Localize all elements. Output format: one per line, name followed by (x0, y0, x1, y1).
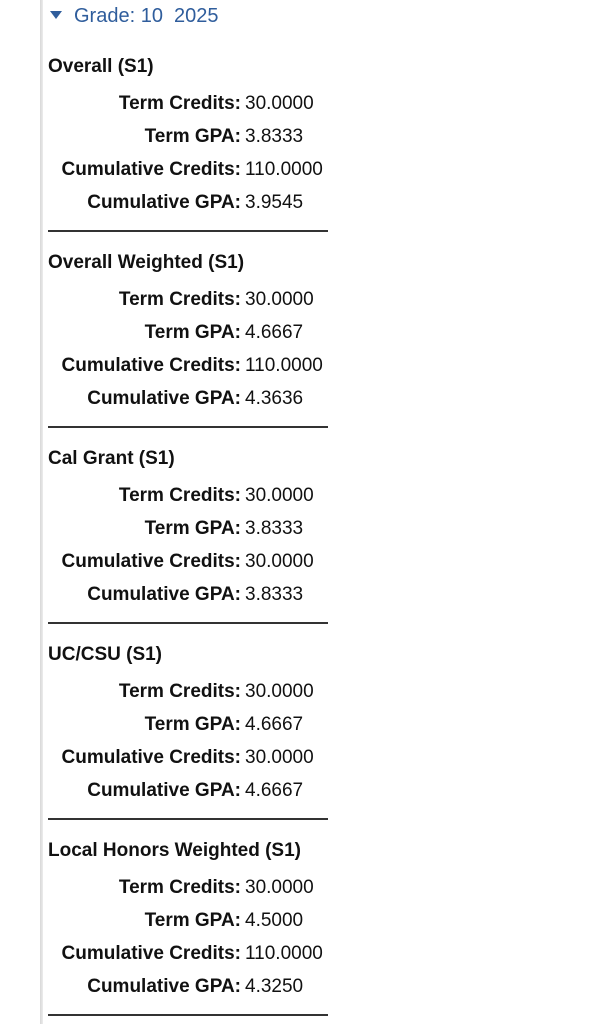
grade-year-label: Grade: 10 2025 (74, 4, 219, 27)
cumulative-credits-value: 110.0000 (245, 354, 323, 376)
cumulative-gpa-label: Cumulative GPA: (87, 975, 241, 997)
cumulative-gpa-row (48, 774, 323, 807)
grade-year-toggle[interactable] (50, 3, 219, 29)
term-credits-value: 30.0000 (245, 484, 314, 506)
gpa-section (48, 838, 323, 1034)
cumulative-credits-label: Cumulative Credits: (61, 746, 241, 768)
term-credits-value: 30.0000 (245, 288, 314, 310)
cumulative-credits-value: 30.0000 (245, 746, 314, 768)
cumulative-gpa-row (48, 382, 323, 415)
term-gpa-row (48, 316, 323, 349)
cumulative-gpa-label: Cumulative GPA: (87, 191, 241, 213)
cumulative-gpa-row (48, 970, 323, 1003)
cumulative-credits-row (48, 153, 323, 186)
cumulative-credits-row (48, 741, 323, 774)
term-credits-row (48, 675, 323, 708)
term-gpa-row (48, 512, 323, 545)
cumulative-gpa-label: Cumulative GPA: (87, 779, 241, 801)
cumulative-gpa-value: 3.9545 (245, 191, 304, 213)
term-credits-value: 30.0000 (245, 680, 314, 702)
term-gpa-label: Term GPA: (144, 125, 241, 147)
caret-down-icon (50, 11, 62, 19)
section-divider (48, 622, 328, 624)
cumulative-credits-row (48, 937, 323, 970)
gpa-section (48, 446, 323, 642)
cumulative-gpa-label: Cumulative GPA: (87, 387, 241, 409)
term-gpa-value: 3.8333 (245, 125, 304, 147)
term-gpa-row (48, 708, 323, 741)
cumulative-credits-label: Cumulative Credits: (61, 354, 241, 376)
cumulative-credits-label: Cumulative Credits: (61, 550, 241, 572)
gpa-section (48, 250, 323, 446)
term-gpa-label: Term GPA: (144, 517, 241, 539)
cumulative-gpa-row (48, 578, 323, 611)
term-credits-label: Term Credits: (118, 92, 241, 114)
term-gpa-row (48, 120, 323, 153)
section-divider (48, 818, 328, 820)
term-gpa-value: 3.8333 (245, 517, 304, 539)
section-divider (48, 230, 328, 232)
section-divider (48, 426, 328, 428)
cumulative-credits-value: 110.0000 (245, 942, 323, 964)
cumulative-credits-value: 30.0000 (245, 550, 314, 572)
term-credits-value: 30.0000 (245, 92, 314, 114)
term-credits-row (48, 479, 323, 512)
gpa-section (48, 54, 323, 250)
term-credits-row (48, 283, 323, 316)
term-credits-label: Term Credits: (118, 876, 241, 898)
section-title: Overall Weighted (S1) (48, 252, 245, 273)
cumulative-credits-row (48, 545, 323, 578)
term-gpa-label: Term GPA: (144, 909, 241, 931)
section-title: Overall (S1) (48, 56, 154, 77)
term-credits-label: Term Credits: (118, 288, 241, 310)
cumulative-gpa-value: 4.3636 (245, 387, 304, 409)
gpa-section (48, 642, 323, 838)
cumulative-credits-value: 110.0000 (245, 158, 323, 180)
cumulative-gpa-row (48, 186, 323, 219)
term-gpa-row (48, 904, 323, 937)
term-gpa-value: 4.6667 (245, 713, 304, 735)
term-gpa-label: Term GPA: (144, 713, 241, 735)
cumulative-credits-label: Cumulative Credits: (61, 942, 241, 964)
term-gpa-value: 4.6667 (245, 321, 304, 343)
section-title: Cal Grant (S1) (48, 448, 175, 469)
term-credits-row (48, 871, 323, 904)
cumulative-gpa-value: 4.6667 (245, 779, 304, 801)
cumulative-gpa-value: 3.8333 (245, 583, 304, 605)
term-gpa-label: Term GPA: (144, 321, 241, 343)
cumulative-gpa-label: Cumulative GPA: (87, 583, 241, 605)
term-credits-label: Term Credits: (118, 680, 241, 702)
gpa-sections (48, 54, 323, 1034)
cumulative-gpa-value: 4.3250 (245, 975, 304, 997)
section-title: UC/CSU (S1) (48, 644, 163, 665)
term-gpa-value: 4.5000 (245, 909, 304, 931)
section-divider (48, 1014, 328, 1016)
left-border (40, 0, 43, 1024)
section-title: Local Honors Weighted (S1) (48, 840, 302, 861)
term-credits-row (48, 87, 323, 120)
term-credits-label: Term Credits: (118, 484, 241, 506)
cumulative-credits-label: Cumulative Credits: (61, 158, 241, 180)
cumulative-credits-row (48, 349, 323, 382)
term-credits-value: 30.0000 (245, 876, 314, 898)
